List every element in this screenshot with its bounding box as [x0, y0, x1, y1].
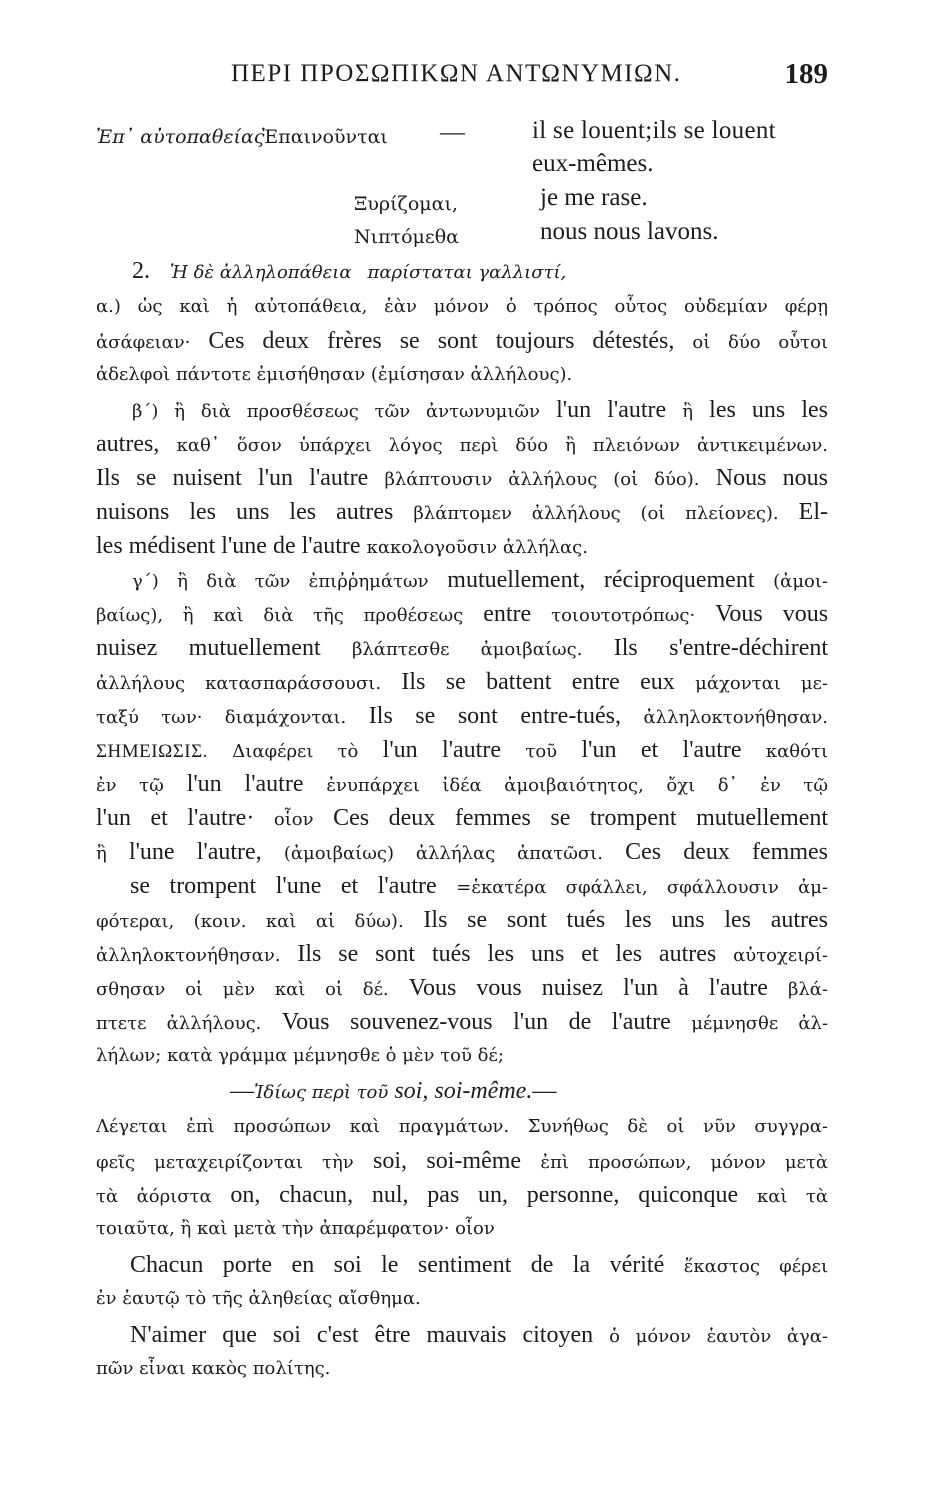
page-header: [96, 60, 828, 100]
text-line: ἐν ἑαυτῷ τὸ τῆς ἀληθείας αἴσθημα.: [96, 1288, 421, 1309]
page-number: 189: [784, 58, 828, 90]
greek-example: Νιπτόμεθα: [354, 226, 459, 248]
text-line: nuisons les uns les autres βλάπτομεν ἀλλήλους (οἱ πλείονες). El-: [96, 499, 828, 525]
text-line: γ´) ἢ διὰ τῶν ἐπιῤῥημάτων mutuellement, réciproquement (ἀμοι-: [132, 567, 828, 593]
note-label: ΣΗΜΕΙΩΣΙΣ.: [96, 741, 208, 762]
text-line: τοιαῦτα, ἢ καὶ μετὰ τὴν ἀπαρέμφατον· οἷον: [96, 1218, 495, 1239]
text-line: ἢ l'une l'autre, (ἀμοιβαίως) ἀλλήλας ἀπατῶσι. Ces deux femmes: [96, 839, 828, 865]
text-line: autres, καθ᾽ ὅσον ὑπάρχει λόγος περὶ δύο ἢ πλειόνων ἀντικειμένων.: [96, 431, 828, 457]
section-heading: —Ἰδίως περὶ τοῦ soi, soi-même.—: [230, 1078, 557, 1104]
text-line: σθησαν οἱ μὲν καὶ οἱ δέ. Vous vous nuisez l'un à l'autre βλά-: [96, 975, 828, 1001]
french-example: nous nous lavons.: [540, 218, 719, 245]
text-line: l'un et l'autre· οἷον Ces deux femmes se trompent mutuellement: [96, 805, 828, 831]
text-line: τὰ ἀόριστα on, chacun, nul, pas un, personne, quiconque καὶ τὰ: [96, 1182, 828, 1208]
text-line: β´) ἢ διὰ προσθέσεως τῶν ἀντωνυμιῶν l'un l'autre ἢ les uns les: [132, 397, 828, 423]
text-line: Λέγεται ἐπὶ προσώπων καὶ πραγμάτων. Συνήθως δὲ οἱ νῦν συγγρα-: [96, 1116, 828, 1137]
text-line: N'aimer que soi c'est être mauvais citoyen ὁ μόνον ἑαυτὸν ἀγα-: [130, 1322, 828, 1348]
running-title: ΠΕΡΙ ΠΡΟΣΩΠΙΚΩΝ ΑΝΤΩΝΥΜΙΩΝ.: [231, 60, 682, 87]
text-line: φότεραι, (κοιν. καὶ αἱ δύω). Ils se sont tués les uns les autres: [96, 907, 828, 933]
text-line: βαίως), ἢ καὶ διὰ τῆς προθέσεως entre τοιουτοτρόπως· Vous vous: [96, 601, 828, 627]
greek-example: Ξυρίζομαι,: [354, 193, 458, 215]
text-line: ἀδελφοὶ πάντοτε ἐμισήθησαν (ἐμίσησαν ἀλλήλους).: [96, 364, 573, 385]
text-line: πτετε ἀλλήλους. Vous souvenez-vous l'un de l'autre μέμνησθε ἀλ-: [96, 1009, 828, 1035]
text-line: ΣΗΜΕΙΩΣΙΣ. Διαφέρει τὸ l'un l'autre τοῦ l'un et l'autre καθότι: [96, 737, 828, 763]
text-line: ἀσάφειαν· Ces deux frères se sont toujours détestés, οἱ δύο οὗτοι: [96, 328, 828, 354]
french-example: eux-mêmes.: [532, 150, 654, 177]
text-line: ἀλλήλους κατασπαράσσουσι. Ils se battent entre eux μάχονται με-: [96, 669, 828, 695]
text-line: α.) ὡς καὶ ἡ αὐτοπάθεια, ἐὰν μόνον ὁ τρόπος οὗτος οὐδεμίαν φέρῃ: [96, 296, 828, 317]
french-example: je me rase.: [540, 184, 648, 211]
french-example: il se louent;ils se louent: [532, 117, 776, 144]
text-line: Ils se nuisent l'un l'autre βλάπτουσιν ἀλλήλους (οἱ δύο). Nous nous: [96, 465, 828, 491]
text-line: 2. Ἡ δὲ ἀλληλοπάθεια παρίσταται γαλλιστί,: [132, 258, 567, 284]
text-line: ταξύ των· διαμάχονται. Ils se sont entre-tués, ἀλληλοκτονήθησαν.: [96, 703, 828, 729]
text-line: ἐν τῷ l'un l'autre ἐνυπάρχει ἰδέα ἀμοιβαιότητος, ὄχι δ᾽ ἐν τῷ: [96, 771, 828, 797]
text-line: les médisent l'une de l'autre κακολογοῦσιν ἀλλήλας.: [96, 533, 588, 559]
greek-example: Ἐπαινοῦνται: [262, 126, 388, 148]
dash: —: [440, 119, 465, 146]
greek-term: Ἐπ᾽ αὐτοπαθείας: [96, 126, 265, 148]
text-line: Chacun porte en soi le sentiment de la vérité ἕκαστος φέρει: [130, 1252, 828, 1278]
text-line: λήλων; κατὰ γράμμα μέμνησθε ὁ μὲν τοῦ δέ;: [96, 1045, 504, 1066]
text-line: ἀλληλοκτονήθησαν. Ils se sont tués les uns et les autres αὐτοχειρί-: [96, 941, 828, 967]
text-line: πῶν εἶναι κακὸς πολίτης.: [96, 1358, 331, 1379]
text-line: φεῖς μεταχειρίζονται τὴν soi, soi-même ἐπὶ προσώπων, μόνον μετὰ: [96, 1148, 828, 1174]
text-line: nuisez mutuellement βλάπτεσθε ἀμοιβαίως. Ils s'entre-déchirent: [96, 635, 828, 661]
text-line: se trompent l'une et l'autre =ἑκατέρα σφάλλει, σφάλλουσιν ἀμ-: [130, 873, 828, 899]
